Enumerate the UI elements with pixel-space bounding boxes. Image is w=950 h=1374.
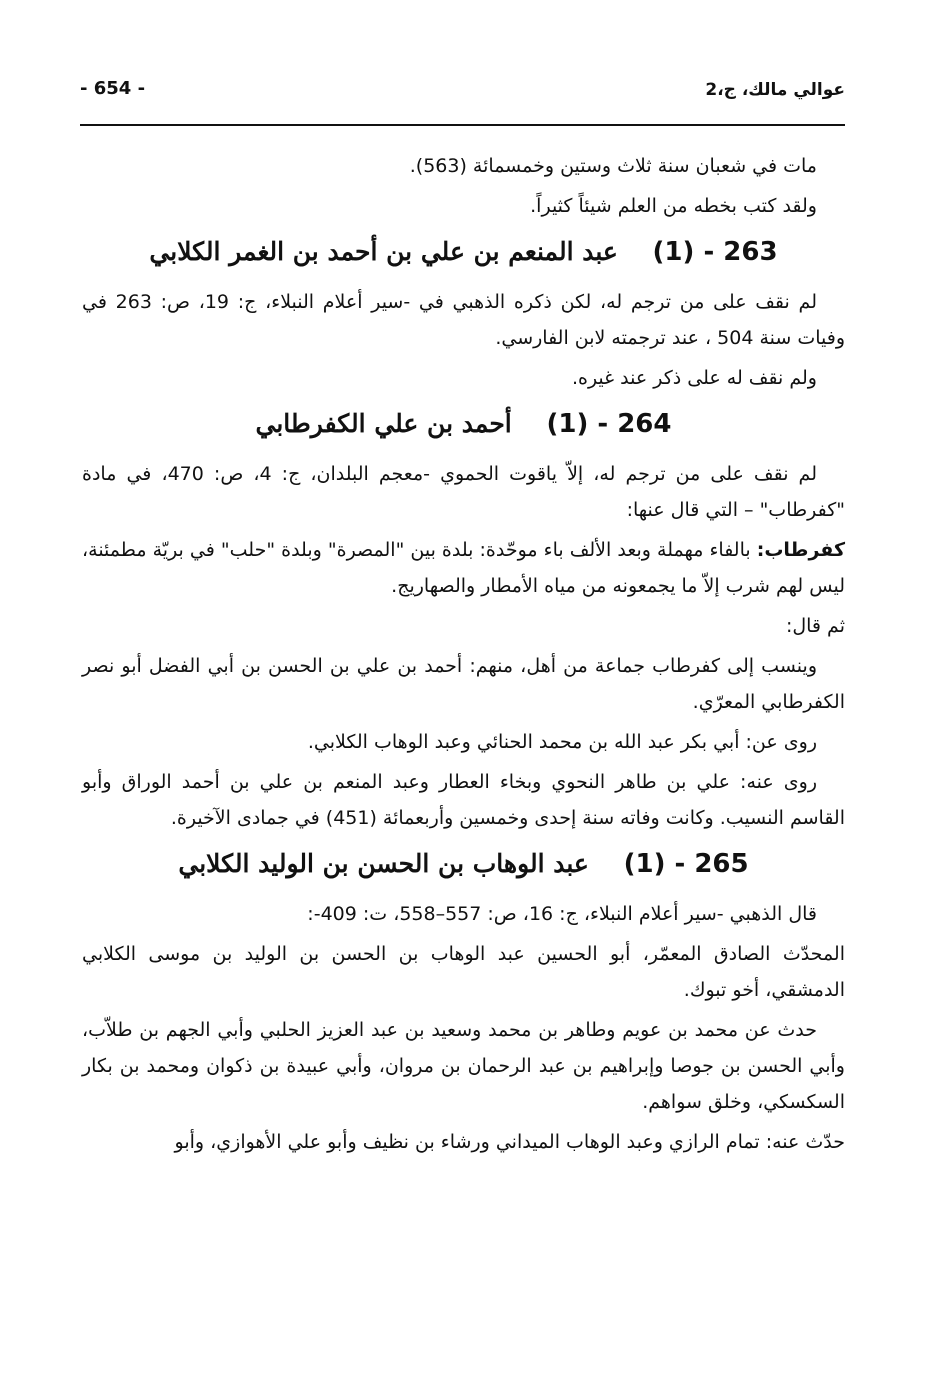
running-title: عوالي مالك، ج،2 — [705, 80, 845, 100]
page-number: - 654 - — [80, 78, 146, 99]
entry-263-paragraph-1: لم نقف على من ترجم له، لكن ذكره الذهبي في -سير أعلام النبلاء، ج: 19، ص: 263 في وفيات سنة 504 ، عند ترجمته لابن الفارسي. — [82, 291, 845, 349]
entry-264-quote-text: بالفاء مهملة وبعد الألف باء موحّدة: بلدة بين "المصرة" وبلدة "حلب" في بريّة مطمئنة، ليس لهم شرب إلاّ ما يجمعونه من مياه الأمطار والصهاريج. — [82, 539, 845, 597]
entry-263-number: 263 - (1) — [652, 237, 778, 267]
entry-264-paragraph-1: لم نقف على من ترجم له، إلاّ ياقوت الحموي -معجم البلدان، ج: 4، ص: 470، في مادة "كفرطاب" – التي قال عنها: — [82, 463, 845, 521]
entry-264-number: 264 - (1) — [546, 409, 672, 439]
header-rule — [80, 124, 845, 126]
entry-264-name: أحمد بن علي الكفرطابي — [255, 409, 512, 438]
entry-265-paragraph-4: حدّث عنه: تمام الرازي وعبد الوهاب الميداني ورشاء بن نظيف وأبو علي الأهوازي، وأبو — [174, 1131, 845, 1153]
entry-264-paragraph-3: ثم قال: — [785, 615, 845, 637]
entry-263-paragraph-2: ولم نقف له على ذكر عند غيره. — [571, 367, 817, 389]
entry-265-paragraph-1: قال الذهبي -سير أعلام النبلاء، ج: 16، ص: 557–558، ت: 409-: — [307, 903, 817, 925]
entry-265-paragraph-2: المحدّث الصادق المعمّر، أبو الحسين عبد الوهاب بن الحسن بن الوليد بن موسى الكلابي الدمشقي، أخو تبوك. — [82, 943, 845, 1001]
page-body — [82, 148, 845, 1304]
entry-263-heading — [82, 230, 845, 274]
page-header — [80, 72, 845, 112]
entry-264-heading — [82, 402, 845, 446]
entry-265-heading — [82, 842, 845, 886]
entry-265-number: 265 - (1) — [623, 849, 749, 879]
entry-264-paragraph-6: روى عنه: علي بن طاهر النحوي وبخاء العطار وعبد المنعم بن علي بن أحمد الوراق وأبو القاسم النسيب. وكانت وفاته سنة إحدى وخمسين وأربعمائة (451) في جمادى الآخيرة. — [82, 771, 845, 829]
entry-265-name: عبد الوهاب بن الحسن بن الوليد الكلابي — [178, 849, 589, 878]
entry-264-paragraph-4: وينسب إلى كفرطاب جماعة من أهل، منهم: أحمد بن علي بن الحسن بن أبي الفضل أبو نصر الكفرطابي المعرّي. — [82, 655, 845, 713]
entry-264-quote — [82, 532, 845, 604]
entry-264-paragraph-5: روى عن: أبي بكر عبد الله بن محمد الحنائي وعبد الوهاب الكلابي. — [307, 731, 817, 753]
intro-paragraph-2: ولقد كتب بخطه من العلم شيئاً كثيراً. — [530, 195, 817, 217]
intro-paragraph-1: مات في شعبان سنة ثلاث وستين وخمسمائة (563). — [409, 155, 817, 177]
entry-265-paragraph-3: حدث عن محمد بن عويم وطاهر بن محمد وسعيد بن عبد العزيز الحلبي وأبي الجهم بن طلاّب، وأبي الحسن بن جوصا وإبراهيم بن عبد الرحمان بن مروان، وأبي عبيدة بن ذكوان ومحمد بن بكار السكسكي، وخلق سواهم. — [82, 1019, 845, 1113]
entry-264-quote-term: كفرطاب: — [756, 539, 845, 561]
entry-263-name: عبد المنعم بن علي بن أحمد بن الغمر الكلابي — [149, 237, 618, 266]
